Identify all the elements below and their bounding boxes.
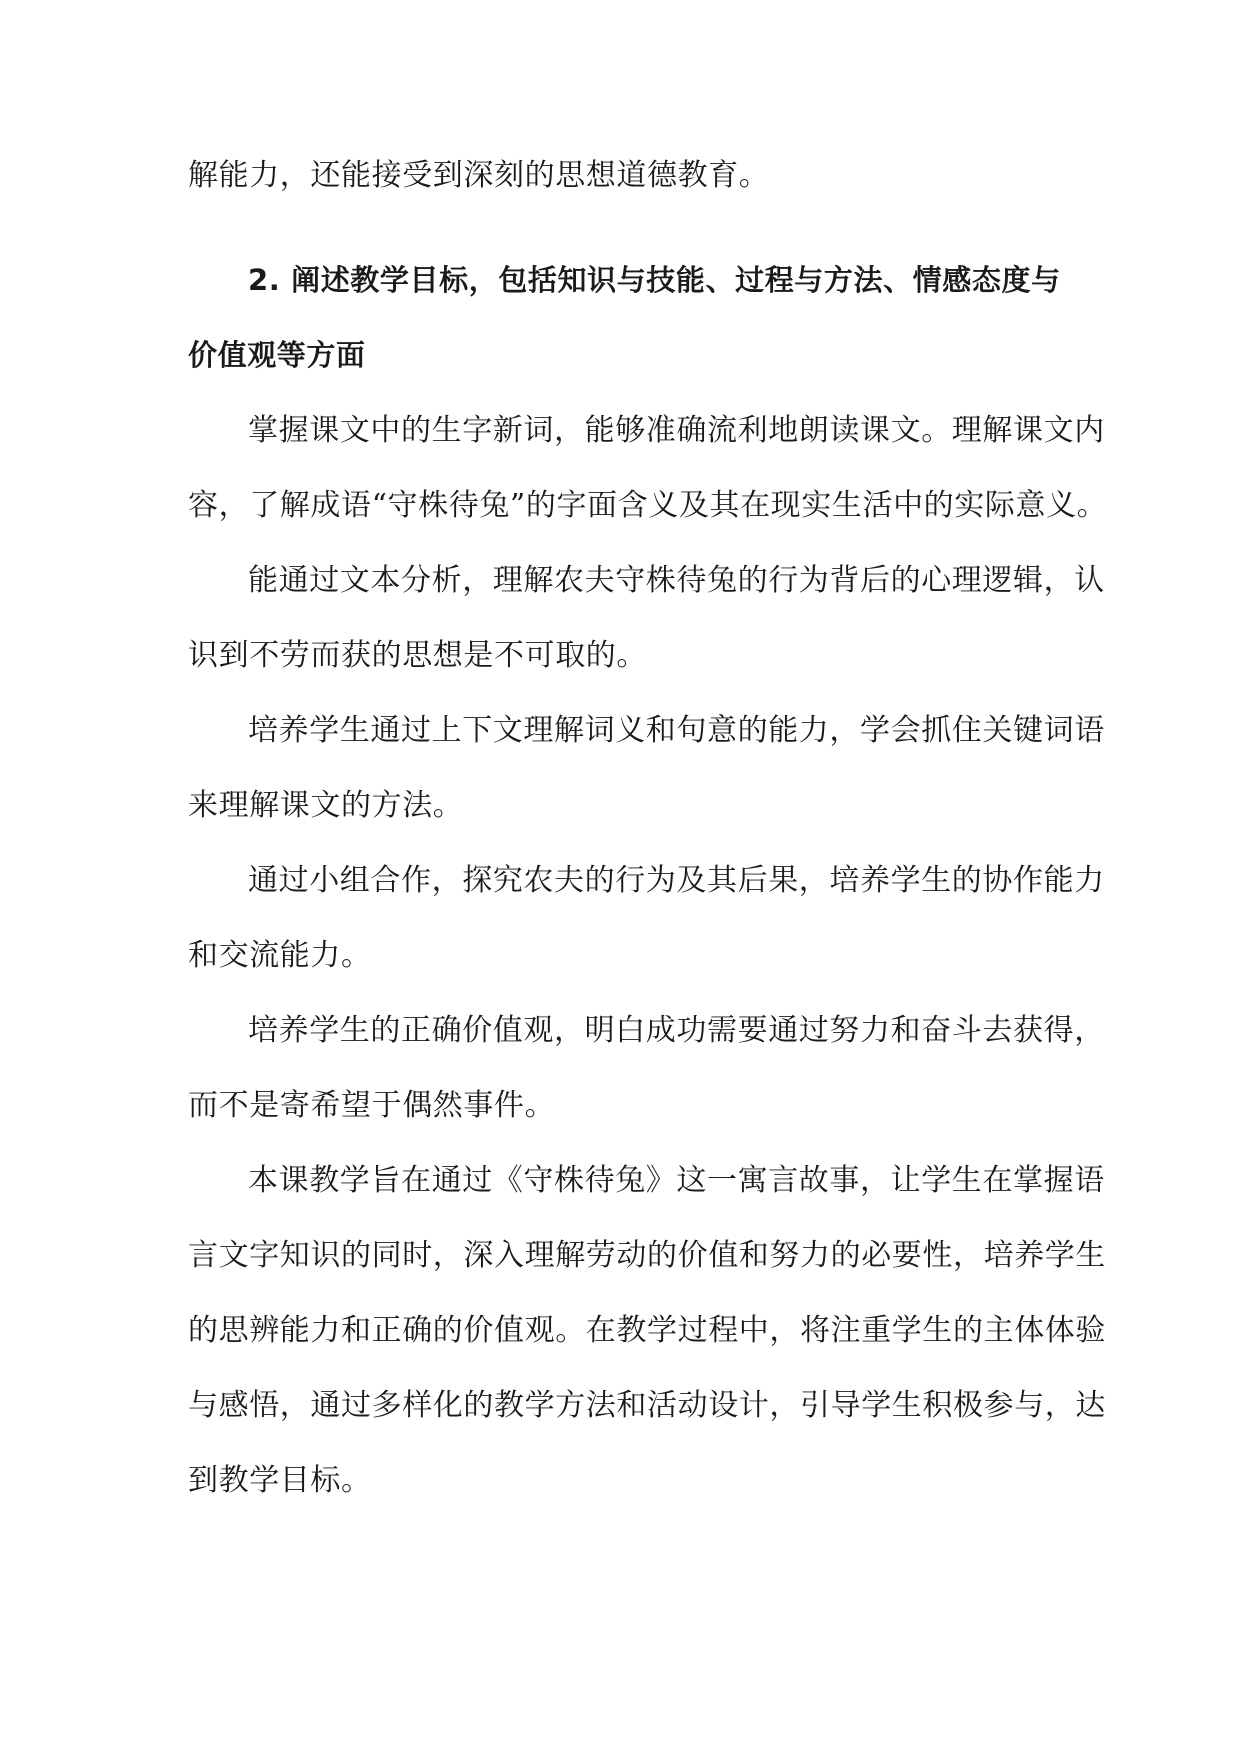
paragraph-cooperation: [188, 843, 1105, 993]
section-heading-line: 价值观等方面: [188, 338, 366, 372]
paragraph-line: 能通过文本分析，理解农夫守株待兔的行为背后的心理逻辑，认: [248, 563, 1105, 598]
paragraph-line: 培养学生的正确价值观，明白成功需要通过努力和奋斗去获得，: [248, 1013, 1105, 1048]
paragraph-values: [188, 993, 1105, 1143]
paragraph-line: 来理解课文的方法。: [188, 788, 464, 823]
paragraph-line: 识到不劳而获的思想是不可取的。: [188, 638, 647, 673]
paragraph-analysis: [188, 543, 1105, 693]
paragraph-line: 而不是寄希望于偶然事件。: [188, 1088, 556, 1123]
paragraph-line: 到教学目标。: [188, 1463, 372, 1498]
page-content: [188, 138, 1108, 1518]
paragraph-line: 通过小组合作，探究农夫的行为及其后果，培养学生的协作能力: [248, 863, 1105, 898]
section-gap: [188, 213, 1054, 243]
paragraph-line: 本课教学旨在通过《守株待兔》这一寓言故事，让学生在掌握语: [248, 1163, 1105, 1198]
section-heading-line: 2. 阐述教学目标，包括知识与技能、过程与方法、情感态度与: [248, 263, 1061, 297]
paragraph-method: [188, 693, 1105, 843]
section-heading: [188, 243, 1061, 393]
paragraph-line: 与感悟，通过多样化的教学方法和活动设计，引导学生积极参与，达: [188, 1388, 1106, 1423]
paragraph-line: 掌握课文中的生字新词，能够准确流利地朗读课文。理解课文内: [248, 413, 1105, 448]
paragraph-line: 和交流能力。: [188, 938, 372, 973]
continuation-text: 解能力，还能接受到深刻的思想道德教育。: [188, 158, 770, 193]
paragraph-summary: [188, 1143, 1106, 1518]
paragraph-knowledge: [188, 393, 1108, 543]
paragraph-line: 容，了解成语“守株待兔”的字面含义及其在现实生活中的实际意义。: [188, 488, 1108, 523]
paragraph-line: 言文字知识的同时，深入理解劳动的价值和努力的必要性，培养学生: [188, 1238, 1106, 1273]
paragraph-line: 的思辨能力和正确的价值观。在教学过程中，将注重学生的主体体验: [188, 1313, 1106, 1348]
paragraph-line: 培养学生通过上下文理解词义和句意的能力，学会抓住关键词语: [248, 713, 1105, 748]
